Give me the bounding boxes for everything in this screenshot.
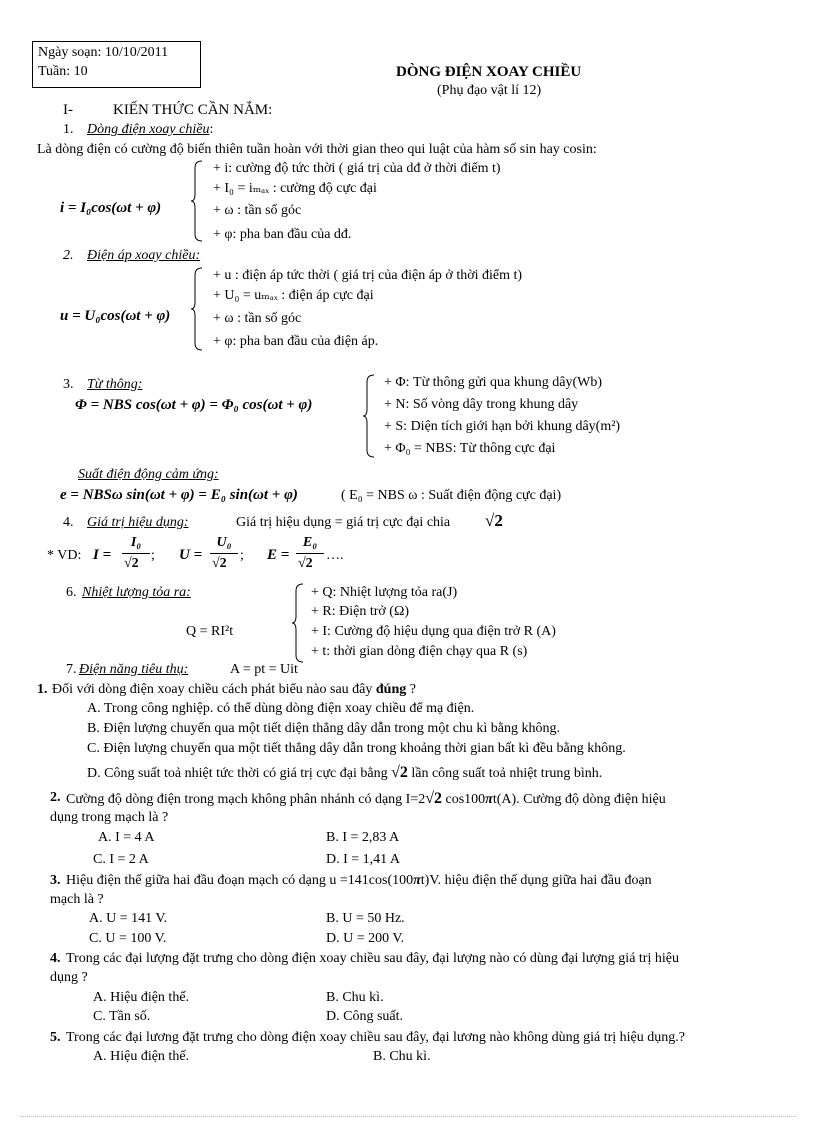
emf-heading: Suất điện động cảm ứng: bbox=[78, 467, 219, 482]
item1-heading: Dòng điện xoay chiều bbox=[87, 122, 210, 137]
item2-note-1: + u : điện áp tức thời ( giá trị của điện áp ở thời điểm t) bbox=[213, 268, 523, 283]
q3-stem-b: t)V. hiệu điện thế dụng giữa hai đầu đoạn bbox=[420, 873, 652, 888]
item3-note-1: + Φ: Từ thông gửi qua khung dây(Wb) bbox=[384, 375, 602, 390]
item3-num: 3. bbox=[63, 377, 74, 392]
item4-sqrt2: √2 bbox=[485, 511, 503, 530]
item3-note-4: + Φ₀ = NBS: Từ thông cực đại bbox=[384, 441, 556, 456]
q3-option-c: C. U = 100 V. bbox=[89, 931, 167, 946]
item1-colon: : bbox=[209, 122, 214, 137]
ngay-soan: Ngày soạn: 10/10/2011 bbox=[38, 45, 169, 60]
item6-formula: Q = RI²t bbox=[186, 624, 234, 639]
q2-option-c: C. I = 2 A bbox=[93, 852, 149, 867]
q4-option-c: C. Tần số. bbox=[93, 1009, 151, 1024]
q2-stem-sqrt: √2 bbox=[425, 790, 442, 807]
item2-formula: u = U₀cos(ωt + φ) bbox=[60, 308, 171, 324]
q5-option-a: A. Hiệu điện thế. bbox=[93, 1049, 190, 1064]
item1-note-2: + I₀ = iₘₐₓ : cường độ cực đại bbox=[213, 181, 377, 196]
q2-stem-b: cos100 bbox=[445, 792, 486, 807]
vd-u-den: √2 bbox=[212, 556, 227, 571]
vd-e-den: √2 bbox=[298, 556, 313, 571]
item1-brace bbox=[190, 160, 206, 242]
item4-text: Giá trị hiệu dụng = giá trị cực đại chia bbox=[236, 515, 451, 530]
vd-e-bar bbox=[296, 553, 324, 554]
page-bottom-divider bbox=[20, 1116, 796, 1117]
q2-stem-pi: π bbox=[485, 792, 493, 807]
q3-stem-pi: π bbox=[413, 873, 421, 888]
item3-formula: Φ = NBS cos(ωt + φ) = Φ₀ cos(ωt + φ) bbox=[75, 397, 313, 413]
q1-stem bbox=[52, 681, 416, 699]
item1-num: 1. bbox=[63, 122, 74, 137]
q4-stem-line2: dụng ? bbox=[50, 970, 88, 985]
vd-u-lhs: U = bbox=[179, 547, 203, 563]
item6-num: 6. bbox=[66, 585, 77, 600]
item1-formula: i = I₀cos(ωt + φ) bbox=[60, 200, 162, 216]
q4-stem-line1: Trong các đại lượng đặt trưng cho dòng điện xoay chiều sau đây, đại lượng nào có dùng đại lượng giá trị hiệu bbox=[66, 951, 679, 966]
vd-e-num: E₀ bbox=[302, 535, 318, 550]
item3-note-2: + N: Số vòng dây trong khung dây bbox=[384, 397, 579, 412]
emf-formula: e = NBSω sin(ωt + φ) = E₀ sin(ωt + φ) bbox=[60, 487, 298, 503]
vd-e-dots: …. bbox=[326, 548, 344, 563]
item3-brace bbox=[362, 374, 378, 458]
q2-stem bbox=[66, 789, 666, 809]
q1-option-a: A. Trong công nghiệp. có thể dùng dòng điện xoay chiều để mạ điện. bbox=[87, 701, 475, 716]
section-heading: KIẾN THỨC CẦN NẮM: bbox=[113, 102, 273, 118]
vd-u-num: U₀ bbox=[216, 535, 232, 550]
item7-formula: A = pt = Uit bbox=[230, 662, 298, 677]
item6-note-4: + t: thời gian dòng điện chạy qua R (s) bbox=[311, 644, 528, 659]
item6-heading: Nhiệt lượng tỏa ra: bbox=[82, 585, 191, 600]
item1-heading-wrap bbox=[87, 121, 213, 139]
q3-num: 3. bbox=[50, 873, 61, 888]
q5-option-b: B. Chu kì. bbox=[373, 1049, 431, 1064]
q3-option-a: A. U = 141 V. bbox=[89, 911, 168, 926]
item6-brace bbox=[291, 583, 307, 663]
item2-note-2: + U₀ = uₘₐₓ : điện áp cực đại bbox=[213, 288, 374, 303]
q1-stem-b: ? bbox=[409, 682, 416, 697]
q3-stem bbox=[66, 872, 652, 890]
item7-heading: Điện năng tiêu thụ: bbox=[79, 662, 189, 677]
q1-option-d-a: D. Công suất toả nhiệt tức thời có giá trị cực đại bằng bbox=[87, 766, 388, 781]
item6-note-2: + R: Điện trở (Ω) bbox=[311, 604, 410, 619]
q1-option-b: B. Điện lượng chuyển qua một tiết diện thẳng dây dẫn trong một chu kì bằng không. bbox=[87, 721, 561, 736]
q3-option-b: B. U = 50 Hz. bbox=[326, 911, 405, 926]
q3-stem-line2: mạch là ? bbox=[50, 892, 104, 907]
q1-option-d-sqrt: √2 bbox=[391, 764, 408, 781]
emf-note: ( E₀ = NBS ω : Suất điện động cực đại) bbox=[341, 488, 562, 503]
q2-num: 2. bbox=[50, 790, 61, 805]
q2-stem-c: t(A). Cường độ dòng điện hiệu bbox=[492, 792, 666, 807]
q4-option-b: B. Chu kì. bbox=[326, 990, 384, 1005]
section-roman: I- bbox=[63, 102, 73, 118]
q1-stem-bold: đúng bbox=[375, 682, 407, 697]
item3-heading: Từ thông: bbox=[87, 377, 143, 392]
q2-stem-line2: dụng trong mạch là ? bbox=[50, 810, 169, 825]
q5-stem: Trong các đại lương đặt trưng cho dòng điện xoay chiều sau đây, đại lương nào không dùng giá trị hiệu dụng.? bbox=[66, 1030, 685, 1045]
item7-num: 7. bbox=[66, 662, 77, 677]
q1-option-d bbox=[87, 763, 602, 783]
vd-u-semi: ; bbox=[240, 548, 244, 563]
vd-i-num: I₀ bbox=[130, 535, 142, 550]
item1-definition: Là dòng điện có cường độ biến thiên tuần hoàn với thời gian theo qui luật của hàm số sin hay cosin: bbox=[37, 142, 597, 157]
tuan: Tuần: 10 bbox=[38, 64, 88, 79]
doc-title: DÒNG ĐIỆN XOAY CHIỀU bbox=[396, 64, 582, 80]
item2-heading: Điện áp xoay chiều: bbox=[87, 248, 201, 263]
item6-note-1: + Q: Nhiệt lượng tỏa ra(J) bbox=[311, 585, 458, 600]
vd-label: * VD: bbox=[47, 548, 82, 563]
q1-option-d-b: lần công suất toả nhiệt trung bình. bbox=[411, 766, 603, 781]
item3-note-3: + S: Diện tích giới hạn bởi khung dây(m²) bbox=[384, 419, 621, 434]
item6-note-3: + I: Cường độ hiệu dụng qua điện trở R (A) bbox=[311, 624, 556, 639]
vd-u-bar bbox=[210, 553, 238, 554]
q4-num: 4. bbox=[50, 951, 61, 966]
q2-option-a: A. I = 4 A bbox=[98, 830, 155, 845]
doc-subtitle: (Phụ đạo vật lí 12) bbox=[437, 83, 542, 98]
q2-stem-a: Cường độ dòng điện trong mạch không phân nhánh có dạng I=2 bbox=[66, 792, 426, 807]
vd-i-lhs: I = bbox=[93, 547, 112, 563]
q1-stem-a: Đối với dòng điện xoay chiều cách phát biểu nào sau đây bbox=[52, 682, 373, 697]
vd-i-bar bbox=[122, 553, 150, 554]
item2-note-3: + ω : tần số góc bbox=[213, 311, 302, 326]
item1-note-1: + i: cường độ tức thời ( giá trị của dđ ở thời điểm t) bbox=[213, 161, 501, 176]
q5-num: 5. bbox=[50, 1030, 61, 1045]
item4-heading: Giá trị hiệu dụng: bbox=[87, 515, 189, 530]
item2-num: 2. bbox=[63, 248, 74, 263]
q3-stem-a: Hiệu điện thế giữa hai đầu đoạn mạch có dạng u =141cos(100 bbox=[66, 873, 414, 888]
item4-num: 4. bbox=[63, 515, 74, 530]
q1-num: 1. bbox=[37, 682, 48, 697]
q4-option-a: A. Hiệu điện thế. bbox=[93, 990, 190, 1005]
item2-brace bbox=[190, 267, 206, 351]
item2-note-4: + φ: pha ban đầu của điện áp. bbox=[213, 334, 379, 349]
q1-option-c: C. Điện lượng chuyển qua một tiết thẳng dây dẫn trong khoảng thời gian bất kì đều bằng không. bbox=[87, 741, 626, 756]
q4-option-d: D. Công suất. bbox=[326, 1009, 403, 1024]
vd-i-semi: ; bbox=[151, 548, 155, 563]
q2-option-b: B. I = 2,83 A bbox=[326, 830, 400, 845]
q2-option-d: D. I = 1,41 A bbox=[326, 852, 401, 867]
q3-option-d: D. U = 200 V. bbox=[326, 931, 405, 946]
vd-e-lhs: E = bbox=[267, 547, 290, 563]
vd-i-den: √2 bbox=[124, 556, 139, 571]
item1-note-3: + ω : tần số góc bbox=[213, 203, 302, 218]
item1-note-4: + φ: pha ban đầu của dđ. bbox=[213, 227, 352, 242]
